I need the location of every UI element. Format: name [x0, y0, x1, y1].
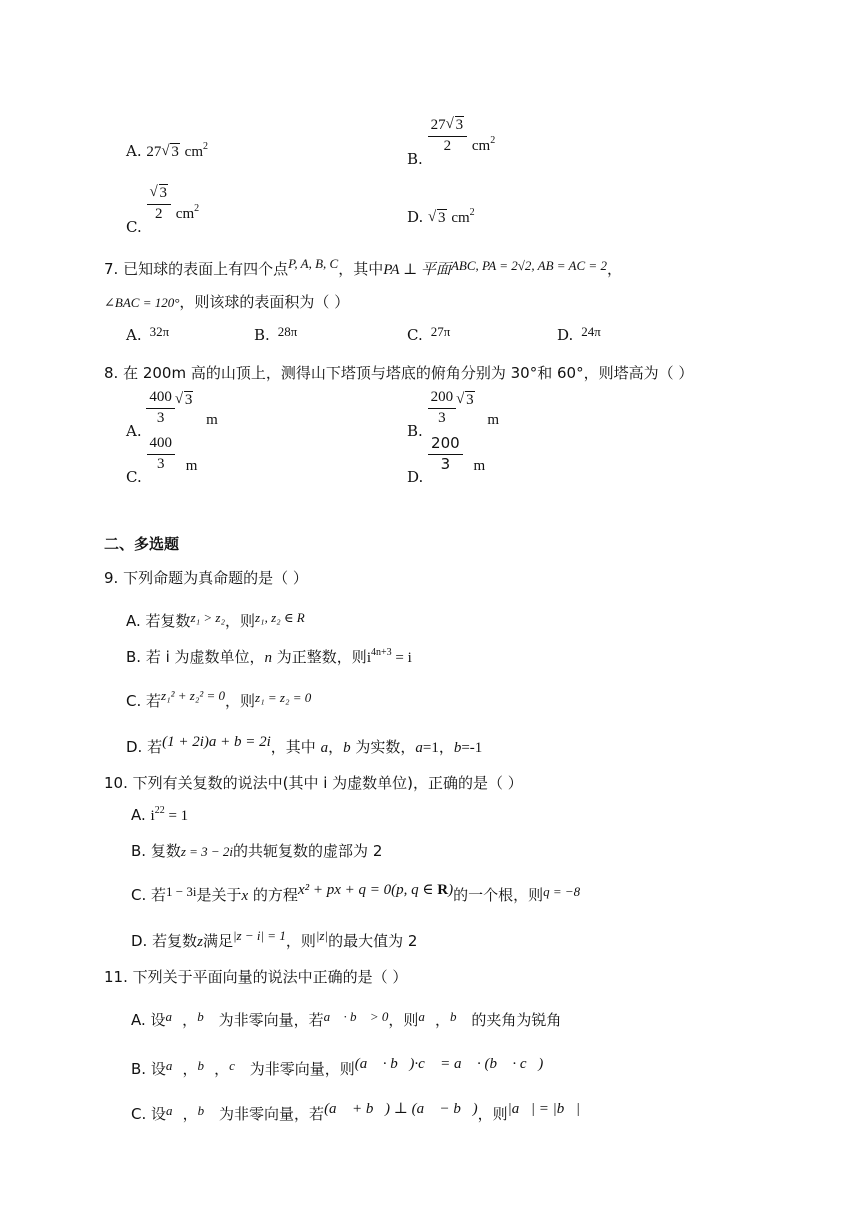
math-expr: (a⃗ · b⃗)·c⃗ = a⃗ · (b⃗ · c⃗) [354, 1056, 544, 1072]
unit: cm [184, 144, 203, 160]
option-value: 32π [149, 324, 170, 339]
q7-stem-line2: ∠BAC = 120°，则该球的表面积为（ ） [104, 293, 350, 311]
exponent: 2 [490, 135, 496, 147]
fraction: $\frac{400}{3}$ [147, 436, 176, 473]
exponent: 4n+3 [370, 647, 392, 658]
math-expr: z₁² + z₂² = 0 [161, 688, 226, 703]
option-label: A. [126, 142, 142, 160]
q8-option-a [126, 389, 218, 441]
option-label: D. [557, 326, 574, 344]
q7-option-d [557, 326, 601, 344]
math-expr: (a⃗ + b⃗) ⊥ (a⃗ − b⃗) [324, 1101, 478, 1117]
exponent: 2 [469, 207, 475, 218]
option-label: B. [254, 326, 270, 344]
q8-option-c [126, 435, 198, 487]
q10-option-d: D. 若复数z满足|z − i| = 1，则|z|的最大值为 2 [131, 928, 418, 950]
fraction: $\frac{400}{3}$ [146, 390, 175, 427]
coefficient: 27 [146, 144, 162, 160]
q9-option-b: B. 若 i 为虚数单位，n 为正整数，则$i^{4n+3} = i$ [126, 647, 412, 666]
unit: m [487, 412, 500, 429]
math-points: P, A, B, C [288, 256, 339, 271]
q9-option-d: D. 若(1 + 2i)a + b = 2i，其中 a，b 为实数，a=1，b=-1 [126, 734, 483, 756]
q11-option-a: A. 设a⃗，b⃗ 为非零向量，若a⃗ · b⃗ > 0，则a⃗，b⃗ 的夹角为锐角 [131, 1009, 562, 1029]
q9-stem: 9. 下列命题为真命题的是（ ） [104, 569, 308, 587]
option-label: C. [407, 326, 423, 344]
math-expr: z = 3 − 2i [180, 844, 234, 859]
math-expr: z₁, z₂ ∈ R [255, 610, 305, 625]
radical: √ 3 [456, 392, 475, 409]
math-expr: x² + px + q = 0 [297, 882, 392, 898]
math-expr: q = −8 [543, 884, 581, 899]
q6-option-c [126, 185, 200, 237]
q11-stem: 11. 下列关于平面向量的说法中正确的是（ ） [104, 968, 408, 986]
unit: cm [471, 138, 491, 155]
math-condition: ABC, PA = 2√2, AB = AC = 2 [450, 258, 607, 273]
math-expr: (1 + 2i)a + b = 2i [162, 734, 271, 750]
q10-option-b: B. 复数z = 3 − 2i的共轭复数的虚部为 2 [131, 842, 383, 860]
math-expr: |a⃗| = |b⃗| [507, 1101, 581, 1117]
q6-option-d [407, 208, 475, 227]
math-angle: ∠BAC = 120° [104, 295, 180, 310]
radical: √ 3 [428, 210, 447, 227]
q10-option-c: C. 若1 − 3i是关于x 的方程x² + px + q = 0(p, q ∈ R)的一个根，则q = −8 [131, 882, 581, 904]
unit: m [185, 458, 198, 475]
fraction: $\frac{27√ 3}{2}$ [428, 118, 468, 155]
math-expr: |z| [315, 928, 329, 943]
unit: m [473, 458, 486, 475]
q6-option-a [126, 142, 208, 161]
q6-option-b [407, 117, 496, 169]
math-perp: PA ⊥ 平面 [383, 262, 451, 278]
radical: √ 3 [161, 144, 180, 161]
math-expr: a⃗ · b⃗ > 0 [323, 1009, 389, 1024]
unit: m [206, 412, 218, 429]
fraction: √ $\frac{3}{2}$ [147, 186, 172, 223]
option-label: B. [407, 422, 423, 441]
q7-stem-line1: 7. 已知球的表面上有四个点P, A, B, C，其中PA ⊥ 平面ABC, PA = 2√2, AB = AC = 2， [104, 256, 622, 278]
exponent: 22 [154, 805, 165, 816]
radical: √ 3 [175, 392, 194, 409]
math-expr: z₁ = z₂ = 0 [255, 690, 312, 705]
option-label: A. [126, 422, 142, 441]
q8-option-b [407, 389, 500, 441]
q7-option-c [407, 326, 450, 344]
unit: cm [175, 206, 195, 223]
fraction: $\frac{200}{3}$ [428, 390, 457, 427]
option-value: 24π [581, 324, 601, 339]
option-label: C. [126, 218, 142, 237]
q7-option-a [126, 326, 169, 344]
option-label: C. [126, 468, 142, 487]
option-value: 28π [277, 324, 298, 339]
option-label: D. [407, 468, 424, 487]
option-label: D. [407, 208, 424, 226]
option-label: B. [407, 150, 423, 169]
q10-option-a: A. $i^{22} = 1$ [131, 805, 189, 824]
unit: cm [451, 210, 470, 226]
q9-option-a: A. 若复数z₁ > z₂，则z₁, z₂ ∈ R [126, 610, 305, 630]
q8-option-d [407, 434, 486, 487]
math-expr: |z − i| = 1 [232, 928, 286, 943]
q8-stem: 8. 在 200m 高的山顶上，测得山下塔顶与塔底的俯角分别为 30°和 60°，则塔高为（ ） [104, 364, 694, 382]
section-heading: 二、多选题 [104, 535, 180, 553]
exponent: 2 [203, 141, 208, 152]
option-value: 27π [430, 324, 451, 339]
q9-option-c: C. 若z₁² + z₂² = 0，则z₁ = z₂ = 0 [126, 688, 312, 710]
math-expr: 1 − 3i [166, 884, 197, 899]
fraction: $\frac{200}{3}$ [428, 436, 463, 473]
math-expr: z₁ > z₂ [190, 610, 225, 625]
exponent: 2 [194, 203, 200, 215]
q10-stem: 10. 下列有关复数的说法中(其中 i 为虚数单位)，正确的是（ ） [104, 774, 523, 792]
q11-option-b: B. 设a⃗，b⃗，c⃗ 为非零向量，则(a⃗ · b⃗)·c⃗ = a⃗ · (b⃗ · c⃗) [131, 1056, 544, 1078]
q7-option-b [254, 326, 297, 344]
q11-option-c: C. 设a⃗，b⃗ 为非零向量，若(a⃗ + b⃗) ⊥ (a⃗ − b⃗)，则|a⃗| = |b⃗| [131, 1101, 581, 1123]
option-label: A. [126, 326, 142, 344]
